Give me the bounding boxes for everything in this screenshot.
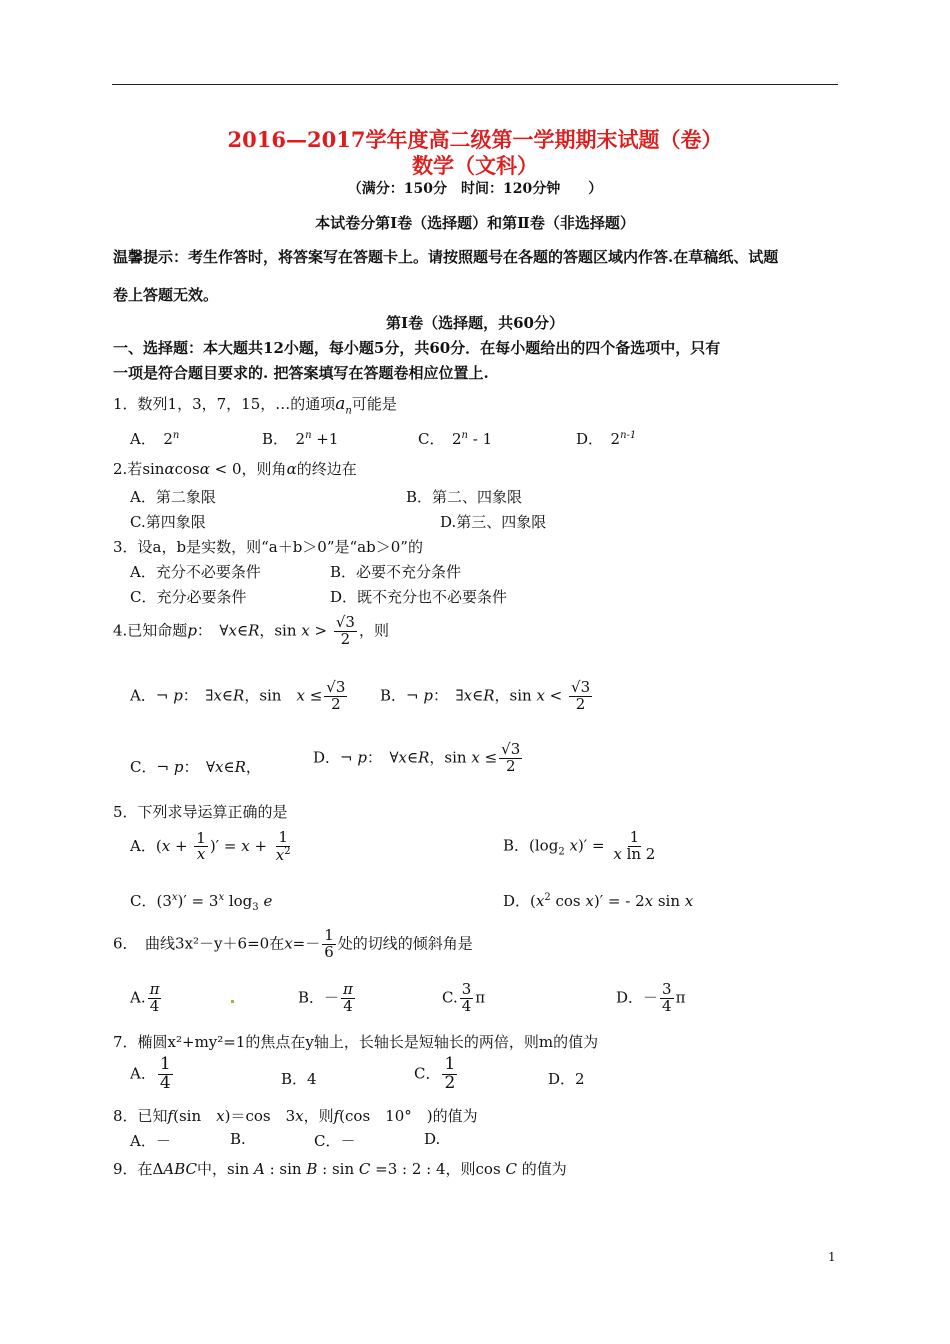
question-4-option-a: A．¬ p： ∃x∈R，sin x ≤ $\frac{√3}{2}$ [130, 678, 346, 713]
section-heading: 第Ⅰ卷（选择题，共60分） [386, 314, 564, 332]
question-6-stem: 6． 曲线3x²－y＋6=0在x=－ $\frac{1}{6}$ 处的切线的倾斜角是 [113, 926, 473, 961]
question-5-option-c: C．$(3^x)' = 3^x$ $\log_3 e$ [130, 892, 273, 913]
stray-dot [231, 1000, 234, 1003]
question-8-option-a: A．－ [130, 1132, 171, 1150]
question-5-stem: 5．下列求导运算正确的是 [113, 803, 288, 821]
question-1-option-a: A． 2$^n$ [130, 430, 180, 448]
question-4-option-d: D．¬ p： ∀x∈R，sin x ≤ $\frac{√3}{2}$ [313, 740, 521, 775]
section-intro-1: 一、选择题：本大题共12小题，每小题5分，共60分．在每小题给出的四个备选项中，只有 [113, 339, 721, 357]
question-3-option-a: A．充分不必要条件 [130, 563, 261, 581]
tip-line-1: 温馨提示：考生作答时，将答案写在答题卡上。请按照题号在各题的答题区域内作答.在草稿纸、试题 [113, 248, 779, 266]
question-3-option-d: D．既不充分也不必要条件 [330, 588, 508, 606]
question-7-stem: 7．椭圆x²+my²=1的焦点在y轴上，长轴长是短轴长的两倍，则m的值为 [113, 1033, 599, 1051]
question-7-option-c: C． $\frac{1}{2}$ [414, 1054, 456, 1093]
question-8-option-b: B. [230, 1130, 246, 1148]
question-8-stem: 8．已知f(sin x)＝cos 3x，则f(cos 10° )的值为 [113, 1107, 478, 1125]
question-2-option-b: B．第二、四象限 [406, 488, 523, 506]
question-4-option-b: B．¬ p： ∃x∈R，sin x < $\frac{√3}{2}$ [380, 678, 591, 713]
question-5-option-d: D．($x^2$ cos x)′ = - 2x sin x [503, 892, 694, 910]
question-7-option-d: D．2 [548, 1070, 585, 1088]
question-5-option-b: B．($\log_2$ x)′ = $\frac{1}{\text{x ln 2}}$ [503, 828, 656, 863]
question-4-stem: 4.已知命题p： ∀x∈R，sin x > $\frac{√3}{2}$ ，则 [113, 613, 389, 648]
question-3-stem: 3．设a，b是实数，则“a＋b＞0”是“ab＞0”的 [113, 538, 423, 556]
question-7-option-b: B．4 [281, 1070, 317, 1088]
question-1-option-c: C． 2$^n$ - 1 [418, 430, 493, 448]
question-4-option-c: C．¬ p： ∀x∈R， [130, 758, 261, 776]
exam-title: 2016—2017学年度高二级第一学期期末试题（卷） [227, 127, 723, 152]
exam-structure: 本试卷分第Ⅰ卷（选择题）和第Ⅱ卷（非选择题） [315, 214, 635, 232]
section-intro-2: 一项是符合题目要求的. 把答案填写在答题卷相应位置上. [113, 364, 489, 382]
question-3-option-b: B．必要不充分条件 [330, 563, 462, 581]
question-1-stem: 1．数列1，3，7，15，…的通项$a_n$可能是 [113, 394, 397, 417]
question-9-stem: 9．在ΔABC中，sin A : sin B : sin C =3 : 2 : 4，则cos C 的值为 [113, 1160, 567, 1178]
question-6-option-b: B．－ $\frac{\pi}{4}$ [298, 980, 353, 1015]
tip-line-2: 卷上答题无效。 [113, 286, 219, 304]
top-rule [112, 84, 838, 85]
question-2-option-d: D.第三、四象限 [440, 513, 547, 531]
page-number: 1 [828, 1250, 836, 1264]
question-8-option-d: D. [424, 1130, 441, 1148]
question-8-option-c: C．－ [314, 1132, 356, 1150]
question-3-option-c: C．充分必要条件 [130, 588, 247, 606]
question-6-option-c: C. $\frac{3}{4}$ π [442, 980, 486, 1015]
question-2-option-a: A．第二象限 [130, 488, 216, 506]
exam-subtitle: 数学（文科） [412, 153, 538, 178]
question-2-option-c: C.第四象限 [130, 513, 206, 531]
question-2-stem: 2.若sinαcosα < 0，则角α的终边在 [113, 460, 357, 478]
question-5-option-a: A．(x + $\frac{1}{x}$ )′ = x + $\frac{1}{x^2}$ [130, 828, 291, 864]
exam-meta: （满分：150分 时间：120分钟 ） [347, 181, 603, 197]
question-7-option-a: A． $\frac{1}{4}$ [130, 1054, 171, 1093]
question-1-option-d: D． 2$^{n-1}$ [576, 430, 637, 448]
question-1-option-b: B． $2^n +1$ [262, 430, 339, 448]
question-6-option-d: D．－ $\frac{3}{4}$ π [616, 980, 686, 1015]
question-6-option-a: A. $\frac{\pi}{4}$ [130, 980, 160, 1015]
